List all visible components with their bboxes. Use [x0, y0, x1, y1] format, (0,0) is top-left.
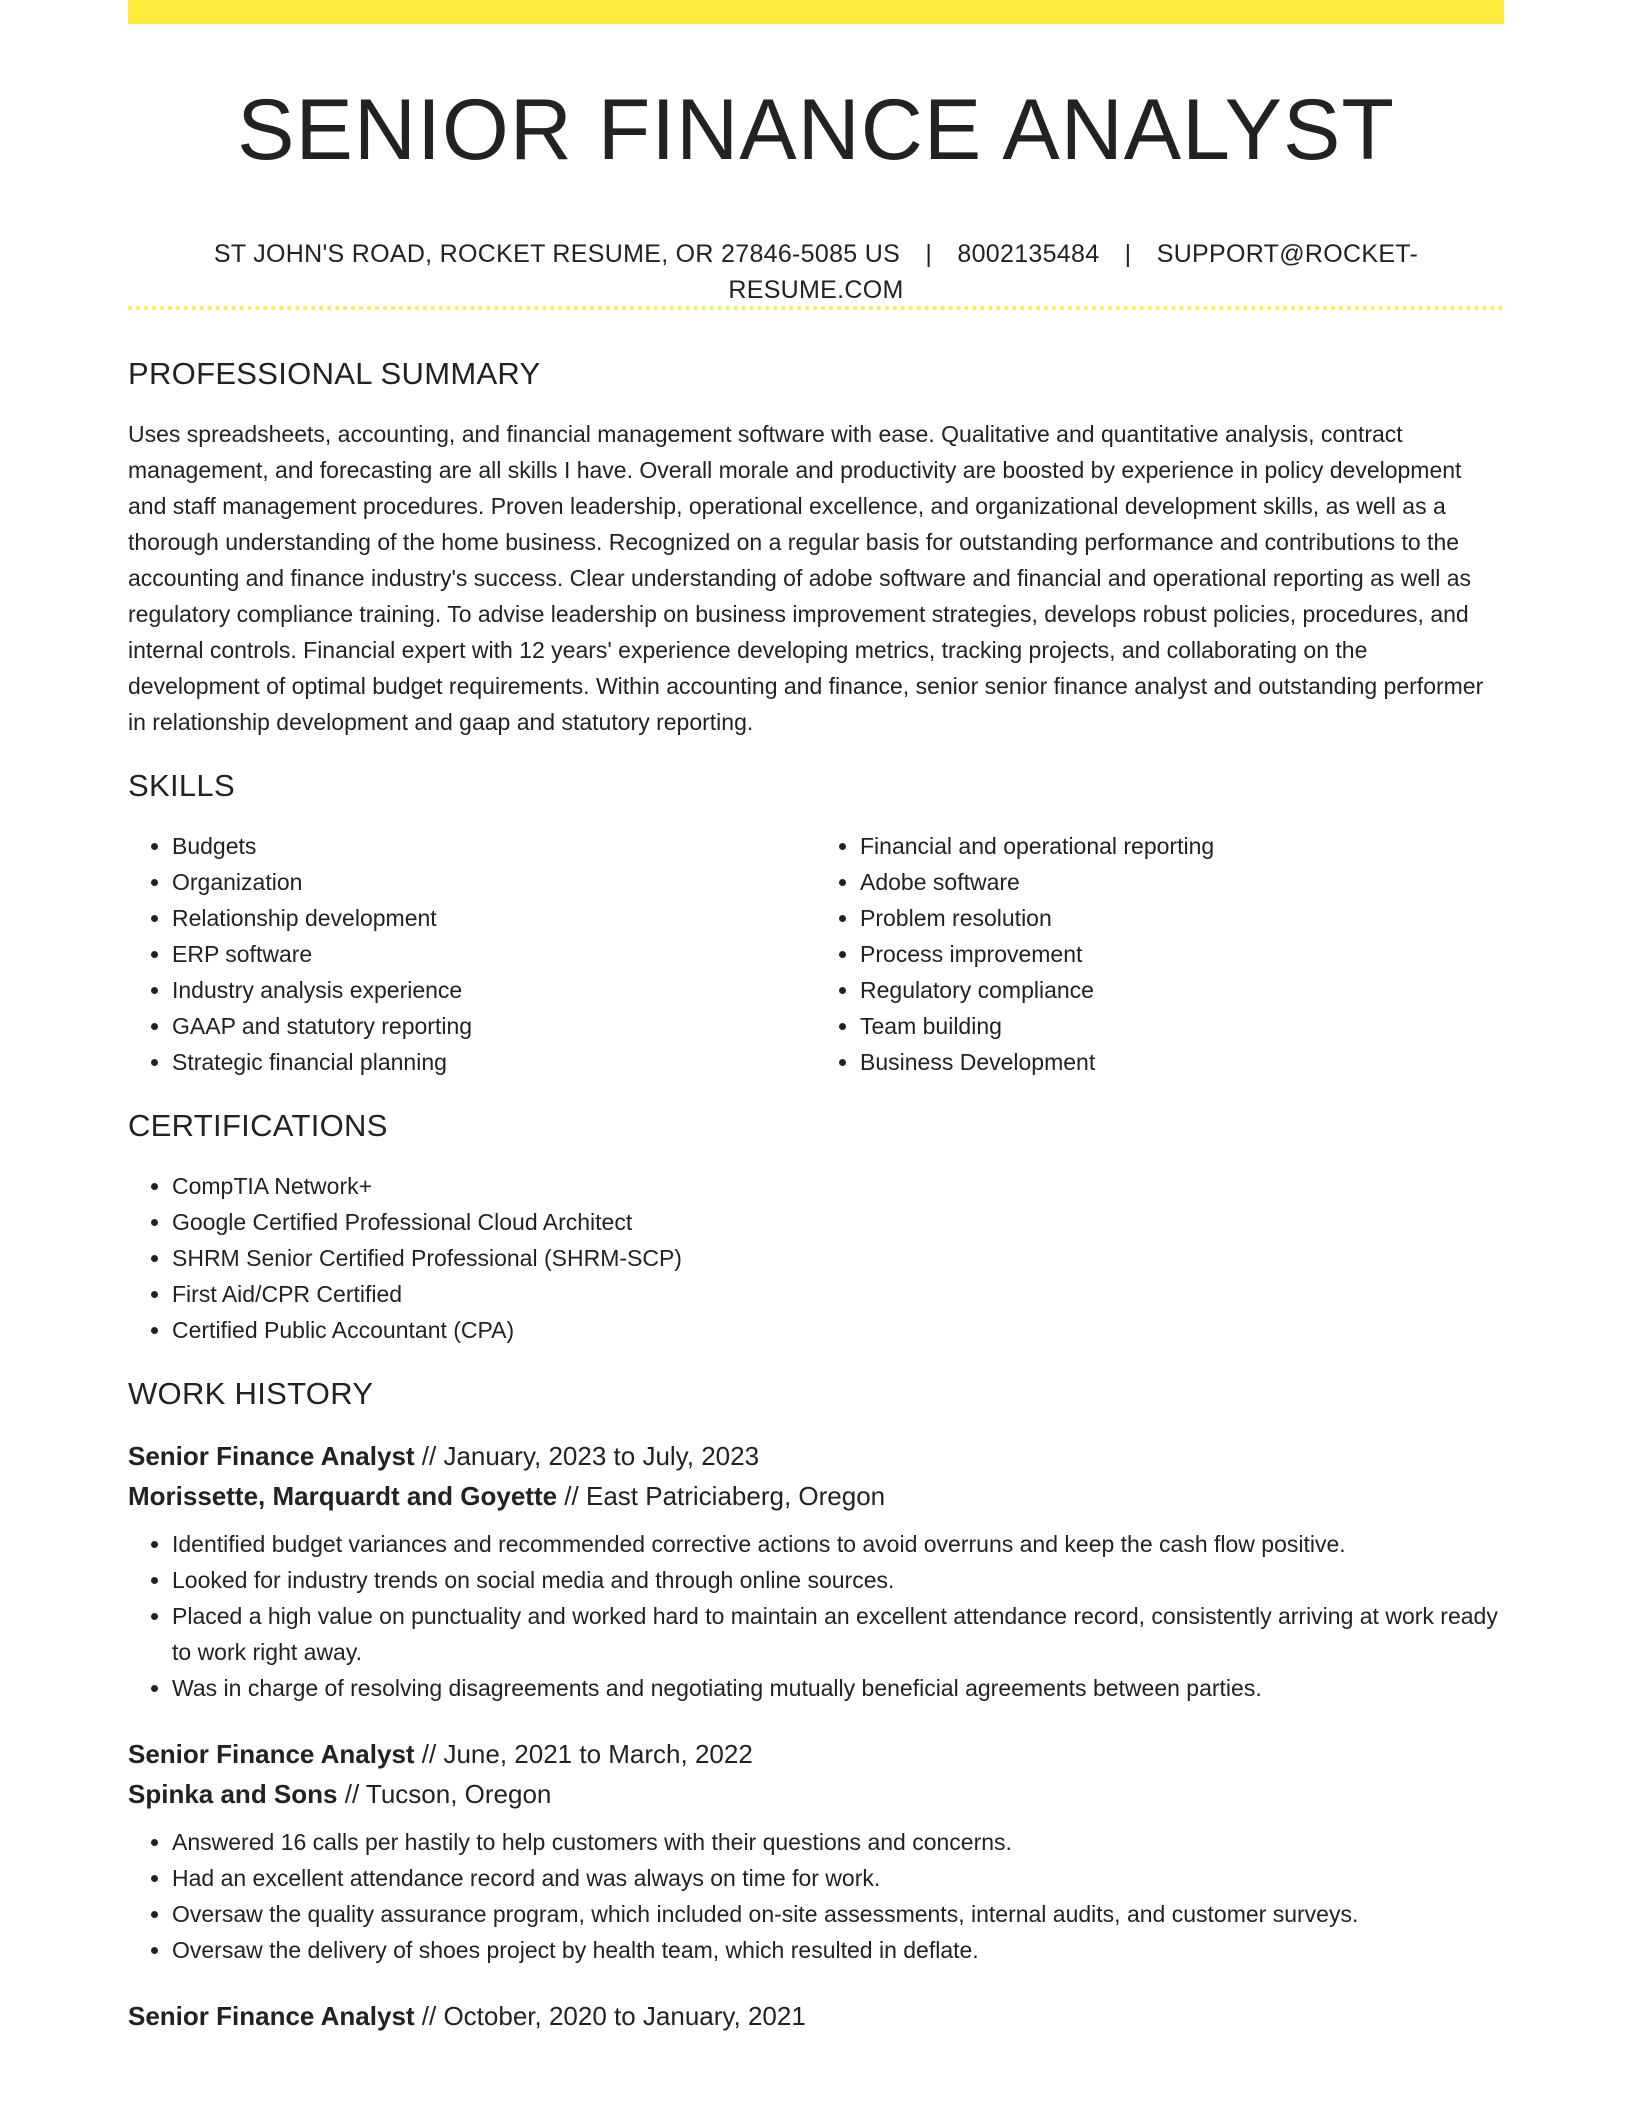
job-company-line: [128, 1774, 1504, 1814]
contact-separator: |: [1124, 240, 1132, 268]
work-history-heading: WORK HISTORY: [128, 1376, 374, 1411]
job-bullet: • Identified budget variances and recommended corrective actions to avoid overruns and keep the cash flow positive.: [172, 1526, 1504, 1562]
skill-item: • Business Development: [860, 1044, 1504, 1080]
skill-item: • Regulatory compliance: [860, 972, 1504, 1008]
skill-item: • Organization: [172, 864, 816, 900]
skill-item: • Budgets: [172, 828, 816, 864]
skill-item: • Strategic financial planning: [172, 1044, 816, 1080]
skills-section: [128, 766, 1504, 1080]
job-bullet: • Looked for industry trends on social media and through online sources.: [172, 1562, 1504, 1598]
skills-list-right: [816, 828, 1504, 1080]
job-dates: // June, 2021 to March, 2022: [414, 1739, 753, 1769]
certification-item: • First Aid/CPR Certified: [172, 1276, 1504, 1312]
job-dates: // January, 2023 to July, 2023: [414, 1441, 760, 1471]
certification-item: • SHRM Senior Certified Professional (SHRM-SCP): [172, 1240, 1504, 1276]
job-dates: // October, 2020 to January, 2021: [414, 2001, 806, 2031]
job-bullet: • Oversaw the delivery of shoes project by health team, which resulted in deflate.: [172, 1932, 1504, 1968]
job-company: Morissette, Marquardt and Goyette: [128, 1481, 558, 1511]
certification-item: • CompTIA Network+: [172, 1168, 1504, 1204]
skills-columns: [128, 828, 1504, 1080]
work-history-section: [128, 1374, 1504, 2036]
skill-item: • Problem resolution: [860, 900, 1504, 936]
job-bullet: • Had an excellent attendance record and was always on time for work.: [172, 1860, 1504, 1896]
job-bullet: • Was in charge of resolving disagreements and negotiating mutually beneficial agreements between parties.: [172, 1670, 1504, 1706]
skill-item: • Financial and operational reporting: [860, 828, 1504, 864]
skills-list-left: [128, 828, 816, 1080]
contact-line: [128, 236, 1504, 308]
skill-item: • GAAP and statutory reporting: [172, 1008, 816, 1044]
job-entry: [128, 1734, 1504, 1968]
job-bullet: • Oversaw the quality assurance program, which included on-site assessments, internal audits, and customer surveys.: [172, 1896, 1504, 1932]
skills-heading: SKILLS: [128, 768, 235, 803]
header-divider: [128, 306, 1504, 310]
job-title-line: [128, 1436, 1504, 1476]
certifications-section: [128, 1106, 1504, 1348]
job-bullet: • Placed a high value on punctuality and worked hard to maintain an excellent attendance record, consistently arriving at work ready to work right away.: [172, 1598, 1504, 1670]
summary-section: [128, 354, 1504, 740]
skill-item: • Adobe software: [860, 864, 1504, 900]
skill-item: • Process improvement: [860, 936, 1504, 972]
job-entry: [128, 1436, 1504, 1706]
certifications-heading: CERTIFICATIONS: [128, 1108, 388, 1143]
job-location: // East Patriciaberg, Oregon: [557, 1481, 886, 1511]
certification-item: • Certified Public Accountant (CPA): [172, 1312, 1504, 1348]
job-entry: [128, 1996, 1504, 2036]
job-location: // Tucson, Oregon: [337, 1779, 552, 1809]
contact-phone: 8002135484: [957, 240, 1100, 268]
certification-item: • Google Certified Professional Cloud Architect: [172, 1204, 1504, 1240]
job-title-line: [128, 1734, 1504, 1774]
job-company-line: [128, 1476, 1504, 1516]
job-title-line: [128, 1996, 1504, 2036]
skill-item: • Relationship development: [172, 900, 816, 936]
top-accent-bar: [128, 0, 1504, 24]
resume-title: SENIOR FINANCE ANALYST: [237, 82, 1395, 178]
job-bullets: [128, 1824, 1504, 1968]
skill-item: • ERP software: [172, 936, 816, 972]
job-title: Senior Finance Analyst: [128, 2001, 415, 2031]
resume-content: [128, 354, 1504, 2064]
contact-address: ST JOHN'S ROAD, ROCKET RESUME, OR 27846-5085 US: [213, 240, 901, 268]
summary-text: Uses spreadsheets, accounting, and financial management software with ease. Qualitative and quantitative analysis, contract management, and forecasting are all skills I have. Overall morale and productivity are boosted by experience in policy development and staff management procedures. Proven leadership, operational excellence, and organizational development skills, as well as a thorough understanding of the home business. Recognized on a regular basis for outstanding performance and contributions to the accounting and finance industry's success. Clear understanding of adobe software and financial and operational reporting as well as regulatory compliance training. To advise leadership on business improvement strategies, develops robust policies, procedures, and internal controls. Financial expert with 12 years' experience developing metrics, tracking projects, and collaborating on the development of optimal budget requirements. Within accounting and finance, senior senior finance analyst and outstanding performer in relationship development and gaap and statutory reporting.: [128, 421, 1484, 735]
skill-item: • Team building: [860, 1008, 1504, 1044]
job-title: Senior Finance Analyst: [128, 1441, 415, 1471]
job-title: Senior Finance Analyst: [128, 1739, 415, 1769]
contact-separator: |: [925, 240, 933, 268]
job-bullets: [128, 1526, 1504, 1706]
resume-page: [128, 0, 1504, 2031]
job-bullet: • Answered 16 calls per hastily to help customers with their questions and concerns.: [172, 1824, 1504, 1860]
summary-heading: PROFESSIONAL SUMMARY: [128, 356, 541, 391]
contact-email: SUPPORT@ROCKET-RESUME.COM: [728, 240, 1419, 304]
certifications-list: [128, 1168, 1504, 1348]
skill-item: • Industry analysis experience: [172, 972, 816, 1008]
job-company: Spinka and Sons: [128, 1779, 338, 1809]
